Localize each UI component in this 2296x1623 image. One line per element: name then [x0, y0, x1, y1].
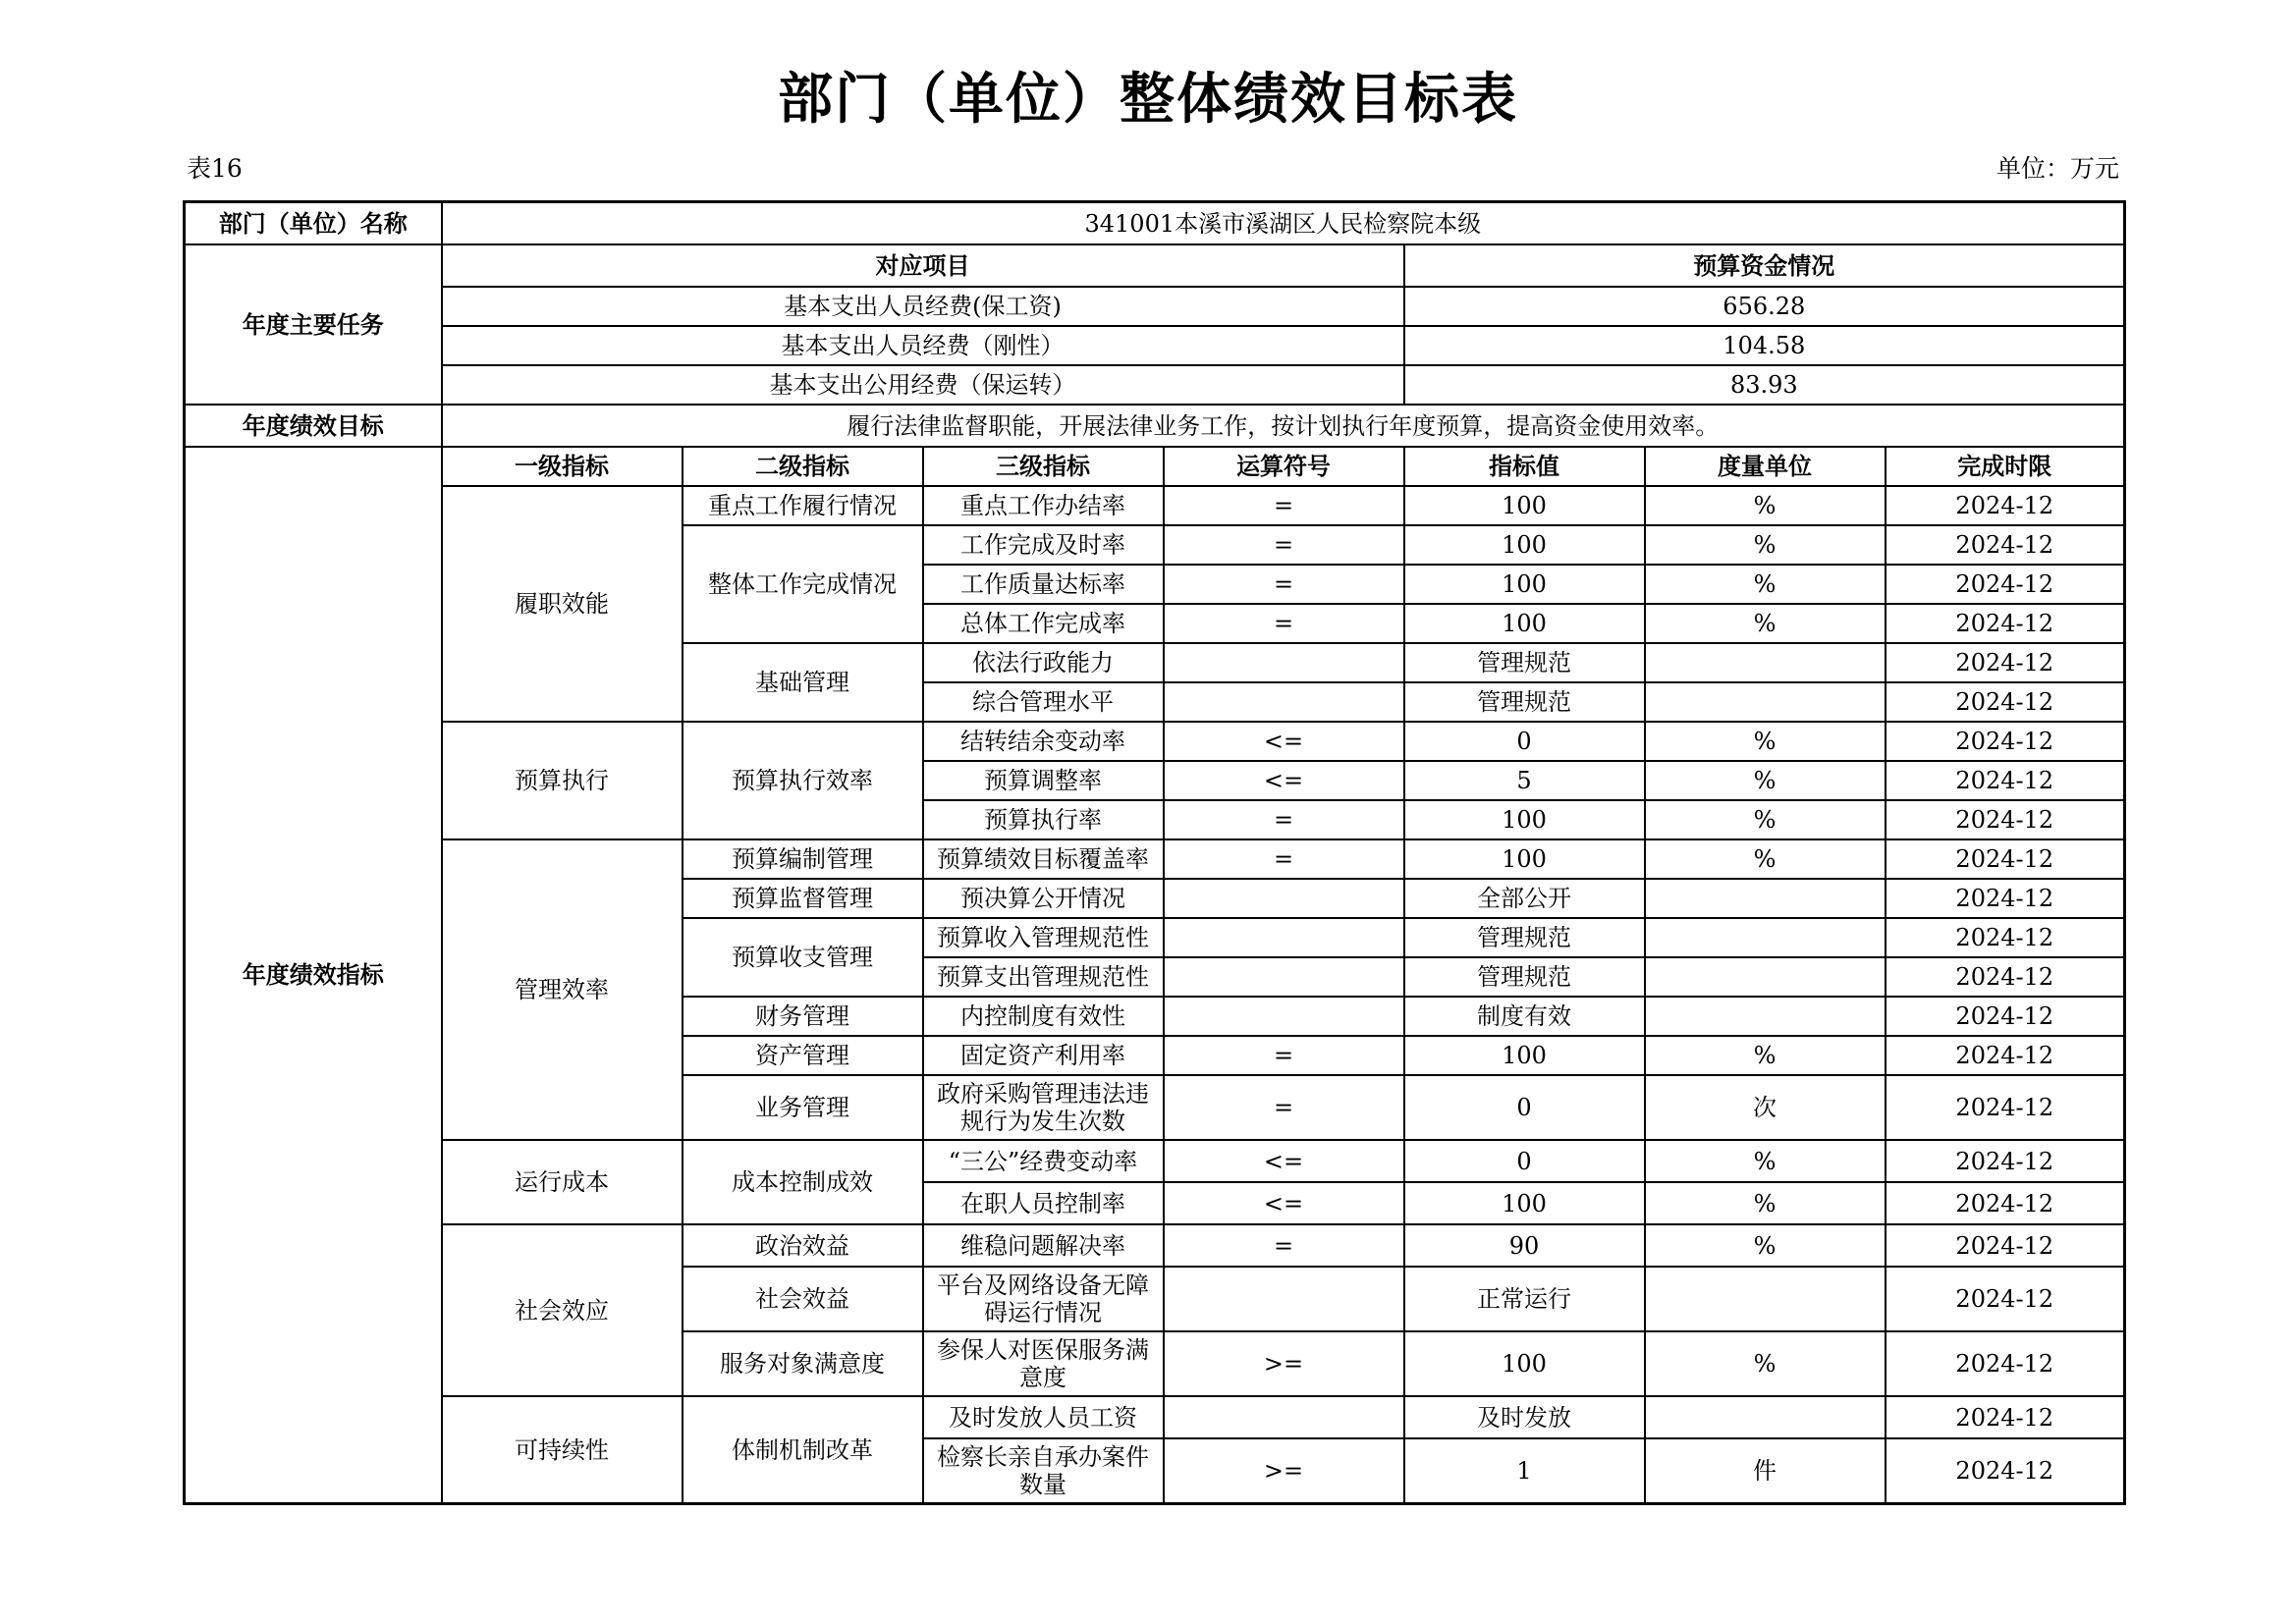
- level3-cell: 及时发放人员工资: [923, 1396, 1164, 1438]
- level3-cell: 工作质量达标率: [923, 565, 1164, 604]
- col-header-unit: 度量单位: [1645, 447, 1886, 486]
- col-header-operator: 运算符号: [1164, 447, 1404, 486]
- deadline-cell: 2024-12: [1886, 1438, 2125, 1504]
- deadline-cell: 2024-12: [1886, 682, 2125, 722]
- tasks-label: 年度主要任务: [185, 244, 442, 405]
- operator-cell: =: [1164, 839, 1404, 879]
- unit-cell: %: [1645, 1182, 1886, 1224]
- value-cell: 0: [1404, 1140, 1645, 1182]
- tasks-col-project: 对应项目: [442, 244, 1404, 287]
- level3-cell: 检察长亲自承办案件数量: [923, 1438, 1164, 1504]
- level2-cell: 预算收支管理: [683, 918, 923, 997]
- level3-cell: 预算调整率: [923, 761, 1164, 800]
- level3-cell: 结转结余变动率: [923, 722, 1164, 761]
- unit-cell: [1645, 682, 1886, 722]
- unit-label: 单位：万元: [1995, 154, 2119, 183]
- value-cell: 90: [1404, 1224, 1645, 1267]
- deadline-cell: 2024-12: [1886, 565, 2125, 604]
- level1-cell: 运行成本: [442, 1140, 683, 1224]
- level3-cell: 依法行政能力: [923, 643, 1164, 682]
- unit-cell: 件: [1645, 1438, 1886, 1504]
- operator-cell: =: [1164, 1224, 1404, 1267]
- level2-cell: 社会效益: [683, 1267, 923, 1331]
- unit-cell: %: [1645, 565, 1886, 604]
- operator-cell: [1164, 918, 1404, 957]
- unit-cell: %: [1645, 1224, 1886, 1267]
- unit-cell: [1645, 1396, 1886, 1438]
- value-cell: 管理规范: [1404, 918, 1645, 957]
- level2-cell: 重点工作履行情况: [683, 486, 923, 525]
- unit-cell: %: [1645, 839, 1886, 879]
- unit-cell: [1645, 997, 1886, 1036]
- task-project: 基本支出人员经费（刚性）: [442, 326, 1404, 365]
- unit-cell: [1645, 957, 1886, 997]
- deadline-cell: 2024-12: [1886, 1396, 2125, 1438]
- unit-cell: %: [1645, 761, 1886, 800]
- unit-cell: %: [1645, 525, 1886, 565]
- unit-cell: %: [1645, 722, 1886, 761]
- value-cell: 管理规范: [1404, 957, 1645, 997]
- operator-cell: <=: [1164, 1140, 1404, 1182]
- value-cell: 100: [1404, 486, 1645, 525]
- unit-cell: %: [1645, 1140, 1886, 1182]
- level3-cell: 内控制度有效性: [923, 997, 1164, 1036]
- value-cell: 100: [1404, 1036, 1645, 1075]
- deadline-cell: 2024-12: [1886, 1267, 2125, 1331]
- level2-cell: 政治效益: [683, 1224, 923, 1267]
- deadline-cell: 2024-12: [1886, 1075, 2125, 1140]
- unit-cell: [1645, 643, 1886, 682]
- indicators-label: 年度绩效指标: [185, 447, 442, 1504]
- level1-cell: 社会效应: [442, 1224, 683, 1396]
- col-header-level1: 一级指标: [442, 447, 683, 486]
- unit-cell: %: [1645, 800, 1886, 839]
- tasks-col-budget: 预算资金情况: [1404, 244, 2125, 287]
- unit-cell: %: [1645, 604, 1886, 643]
- level3-cell: 预决算公开情况: [923, 879, 1164, 918]
- value-cell: 0: [1404, 1075, 1645, 1140]
- page-title: 部门（单位）整体绩效目标表: [778, 68, 1518, 132]
- deadline-cell: 2024-12: [1886, 839, 2125, 879]
- unit-cell: %: [1645, 1036, 1886, 1075]
- value-cell: 及时发放: [1404, 1396, 1645, 1438]
- deadline-cell: 2024-12: [1886, 800, 2125, 839]
- col-header-deadline: 完成时限: [1886, 447, 2125, 486]
- col-header-value: 指标值: [1404, 447, 1645, 486]
- operator-cell: [1164, 682, 1404, 722]
- level1-cell: 可持续性: [442, 1396, 683, 1504]
- operator-cell: [1164, 1267, 1404, 1331]
- goal-label: 年度绩效目标: [185, 405, 442, 447]
- operator-cell: <=: [1164, 722, 1404, 761]
- deadline-cell: 2024-12: [1886, 918, 2125, 957]
- level2-cell: 预算编制管理: [683, 839, 923, 879]
- value-cell: 100: [1404, 525, 1645, 565]
- deadline-cell: 2024-12: [1886, 997, 2125, 1036]
- deadline-cell: 2024-12: [1886, 604, 2125, 643]
- operator-cell: >=: [1164, 1438, 1404, 1504]
- unit-cell: 次: [1645, 1075, 1886, 1140]
- operator-cell: <=: [1164, 1182, 1404, 1224]
- level2-cell: 基础管理: [683, 643, 923, 722]
- operator-cell: [1164, 1396, 1404, 1438]
- level3-cell: 维稳问题解决率: [923, 1224, 1164, 1267]
- level3-cell: 平台及网络设备无障碍运行情况: [923, 1267, 1164, 1331]
- task-project: 基本支出公用经费（保运转）: [442, 365, 1404, 405]
- deadline-cell: 2024-12: [1886, 525, 2125, 565]
- value-cell: 100: [1404, 1182, 1645, 1224]
- level2-cell: 整体工作完成情况: [683, 525, 923, 643]
- level3-cell: 政府采购管理违法违规行为发生次数: [923, 1075, 1164, 1140]
- deadline-cell: 2024-12: [1886, 722, 2125, 761]
- deadline-cell: 2024-12: [1886, 879, 2125, 918]
- task-amount: 83.93: [1404, 365, 2125, 405]
- level3-cell: 预算绩效目标覆盖率: [923, 839, 1164, 879]
- level2-cell: 预算执行效率: [683, 722, 923, 839]
- col-header-level2: 二级指标: [683, 447, 923, 486]
- operator-cell: =: [1164, 525, 1404, 565]
- level1-cell: 履职效能: [442, 486, 683, 722]
- deadline-cell: 2024-12: [1886, 486, 2125, 525]
- value-cell: 100: [1404, 1331, 1645, 1396]
- value-cell: 0: [1404, 722, 1645, 761]
- deadline-cell: 2024-12: [1886, 957, 2125, 997]
- task-amount: 104.58: [1404, 326, 2125, 365]
- value-cell: 管理规范: [1404, 682, 1645, 722]
- goal-text: 履行法律监督职能，开展法律业务工作，按计划执行年度预算，提高资金使用效率。: [442, 405, 2125, 447]
- operator-cell: >=: [1164, 1331, 1404, 1396]
- level1-cell: 管理效率: [442, 839, 683, 1140]
- value-cell: 100: [1404, 604, 1645, 643]
- deadline-cell: 2024-12: [1886, 1224, 2125, 1267]
- col-header-level3: 三级指标: [923, 447, 1164, 486]
- level3-cell: 固定资产利用率: [923, 1036, 1164, 1075]
- operator-cell: =: [1164, 1036, 1404, 1075]
- performance-table: [183, 200, 2126, 1505]
- level2-cell: 成本控制成效: [683, 1140, 923, 1224]
- level1-cell: 预算执行: [442, 722, 683, 839]
- level2-cell: 业务管理: [683, 1075, 923, 1140]
- value-cell: 正常运行: [1404, 1267, 1645, 1331]
- deadline-cell: 2024-12: [1886, 643, 2125, 682]
- operator-cell: =: [1164, 604, 1404, 643]
- unit-cell: [1645, 918, 1886, 957]
- value-cell: 100: [1404, 800, 1645, 839]
- value-cell: 5: [1404, 761, 1645, 800]
- deadline-cell: 2024-12: [1886, 1140, 2125, 1182]
- operator-cell: =: [1164, 565, 1404, 604]
- level3-cell: 预算执行率: [923, 800, 1164, 839]
- level3-cell: 参保人对医保服务满意度: [923, 1331, 1164, 1396]
- deadline-cell: 2024-12: [1886, 1182, 2125, 1224]
- level2-cell: 财务管理: [683, 997, 923, 1036]
- operator-cell: <=: [1164, 761, 1404, 800]
- operator-cell: [1164, 643, 1404, 682]
- value-cell: 管理规范: [1404, 643, 1645, 682]
- level3-cell: 预算收入管理规范性: [923, 918, 1164, 957]
- operator-cell: =: [1164, 800, 1404, 839]
- table-number: 表16: [187, 154, 243, 183]
- operator-cell: [1164, 879, 1404, 918]
- level2-cell: 资产管理: [683, 1036, 923, 1075]
- operator-cell: =: [1164, 1075, 1404, 1140]
- unit-cell: [1645, 879, 1886, 918]
- deadline-cell: 2024-12: [1886, 761, 2125, 800]
- level3-cell: 总体工作完成率: [923, 604, 1164, 643]
- level3-cell: 在职人员控制率: [923, 1182, 1164, 1224]
- level3-cell: 工作完成及时率: [923, 525, 1164, 565]
- operator-cell: =: [1164, 486, 1404, 525]
- dept-label: 部门（单位）名称: [185, 202, 442, 245]
- value-cell: 制度有效: [1404, 997, 1645, 1036]
- value-cell: 100: [1404, 565, 1645, 604]
- unit-cell: %: [1645, 486, 1886, 525]
- dept-name: 341001本溪市溪湖区人民检察院本级: [442, 202, 2125, 245]
- level3-cell: 综合管理水平: [923, 682, 1164, 722]
- unit-cell: [1645, 1267, 1886, 1331]
- value-cell: 1: [1404, 1438, 1645, 1504]
- level3-cell: 预算支出管理规范性: [923, 957, 1164, 997]
- task-project: 基本支出人员经费(保工资): [442, 287, 1404, 326]
- level2-cell: 预算监督管理: [683, 879, 923, 918]
- operator-cell: [1164, 957, 1404, 997]
- level3-cell: “三公”经费变动率: [923, 1140, 1164, 1182]
- value-cell: 100: [1404, 839, 1645, 879]
- deadline-cell: 2024-12: [1886, 1331, 2125, 1396]
- operator-cell: [1164, 997, 1404, 1036]
- level2-cell: 体制机制改革: [683, 1396, 923, 1504]
- deadline-cell: 2024-12: [1886, 1036, 2125, 1075]
- level2-cell: 服务对象满意度: [683, 1331, 923, 1396]
- unit-cell: %: [1645, 1331, 1886, 1396]
- value-cell: 全部公开: [1404, 879, 1645, 918]
- task-amount: 656.28: [1404, 287, 2125, 326]
- level3-cell: 重点工作办结率: [923, 486, 1164, 525]
